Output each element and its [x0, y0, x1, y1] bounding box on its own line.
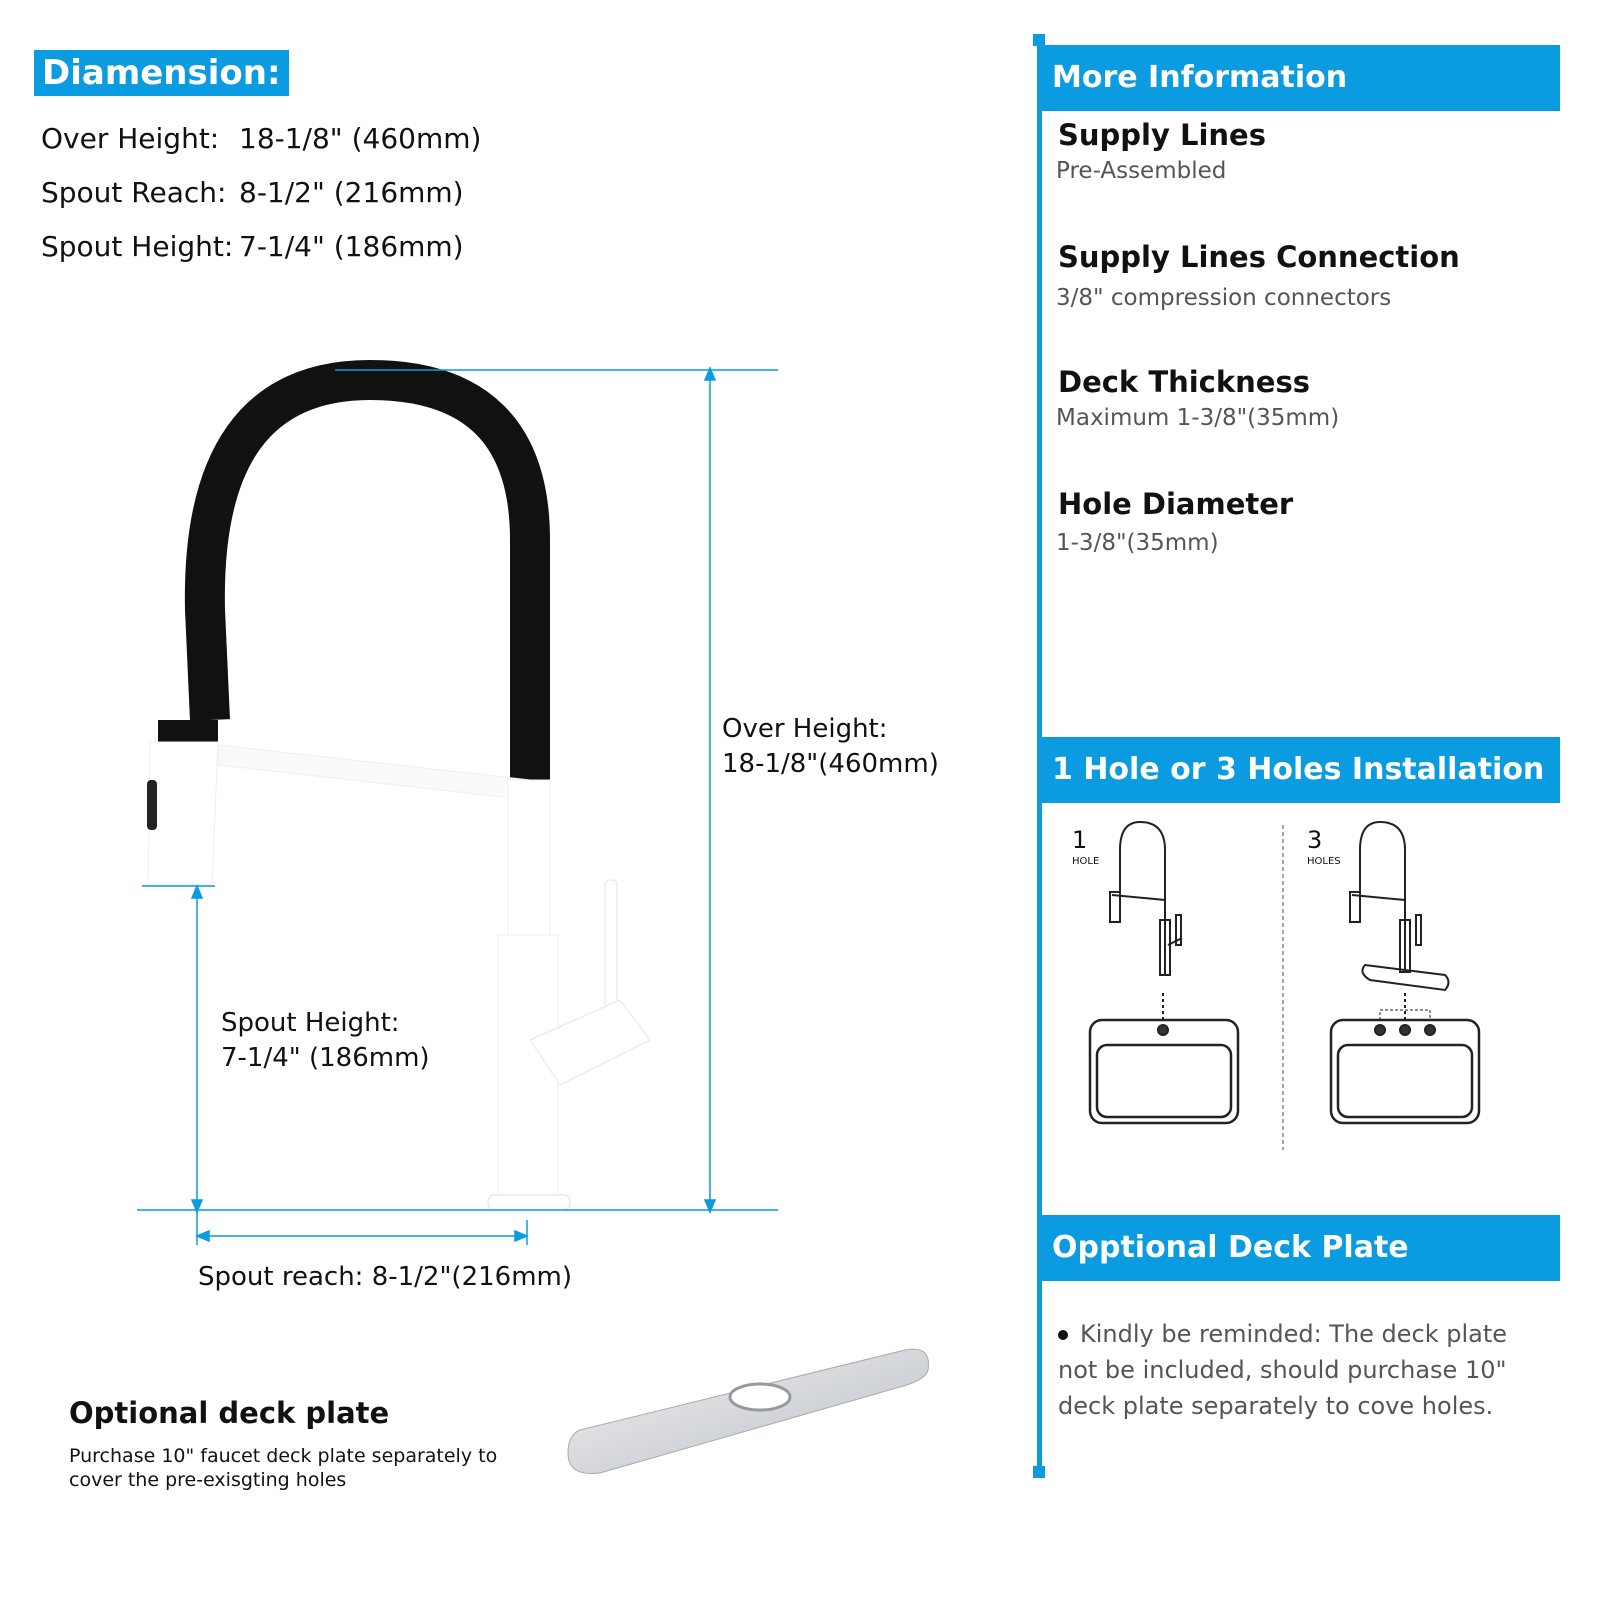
deck-plate-image	[560, 1335, 940, 1485]
faucet-illustration	[147, 380, 650, 1210]
info-value: Pre-Assembled	[1056, 158, 1227, 184]
three-holes-word: HOLES	[1307, 856, 1341, 867]
three-holes-faucet-icon	[1350, 822, 1449, 990]
dim-over-height: Over Height: 18-1/8" (460mm)	[41, 122, 482, 155]
info-heading: Hole Diameter	[1058, 487, 1294, 521]
dim-spout-height: Spout Height: 7-1/4" (186mm)	[41, 230, 464, 263]
dim-spout-reach: Spout Reach: 8-1/2" (216mm)	[41, 176, 464, 209]
spout-reach-label: Spout reach: 8-1/2"(216mm)	[198, 1262, 572, 1292]
info-heading: Deck Thickness	[1058, 365, 1310, 399]
faucet-dimension-diagram	[0, 340, 1000, 1260]
one-hole-faucet-icon	[1110, 822, 1182, 975]
info-value: Maximum 1-3/8"(35mm)	[1056, 405, 1340, 431]
dimension-title: Diamension:	[34, 50, 289, 96]
deck-plate-note: Kindly be reminded: The deck plate not be included, should purchase 10" deck plate separately to cove holes.	[1058, 1316, 1508, 1424]
info-heading: Supply Lines Connection	[1058, 240, 1460, 274]
spout-height-value: 7-1/4" (186mm)	[221, 1043, 430, 1073]
three-holes-num: 3	[1307, 826, 1323, 854]
info-value: 1-3/8"(35mm)	[1056, 530, 1219, 556]
divider-cap	[1033, 1466, 1045, 1478]
installation-illustration	[1040, 810, 1510, 1160]
info-value: 3/8" compression connectors	[1056, 285, 1392, 311]
deck-plate-desc: Purchase 10" faucet deck plate separately to cover the pre-exisgting holes	[69, 1445, 498, 1491]
more-info-header: More Information	[1040, 45, 1560, 111]
one-hole-word: HOLE	[1072, 856, 1100, 867]
over-height-label: Over Height:	[722, 714, 888, 744]
info-heading: Supply Lines	[1058, 118, 1266, 152]
spout-height-label: Spout Height:	[221, 1008, 400, 1038]
one-hole-num: 1	[1072, 826, 1088, 854]
over-height-value: 18-1/8"(460mm)	[722, 749, 939, 779]
optional-deck-header: Opptional Deck Plate	[1040, 1215, 1560, 1281]
installation-header: 1 Hole or 3 Holes Installation	[1040, 737, 1560, 803]
deck-plate-title: Optional deck plate	[69, 1396, 390, 1430]
